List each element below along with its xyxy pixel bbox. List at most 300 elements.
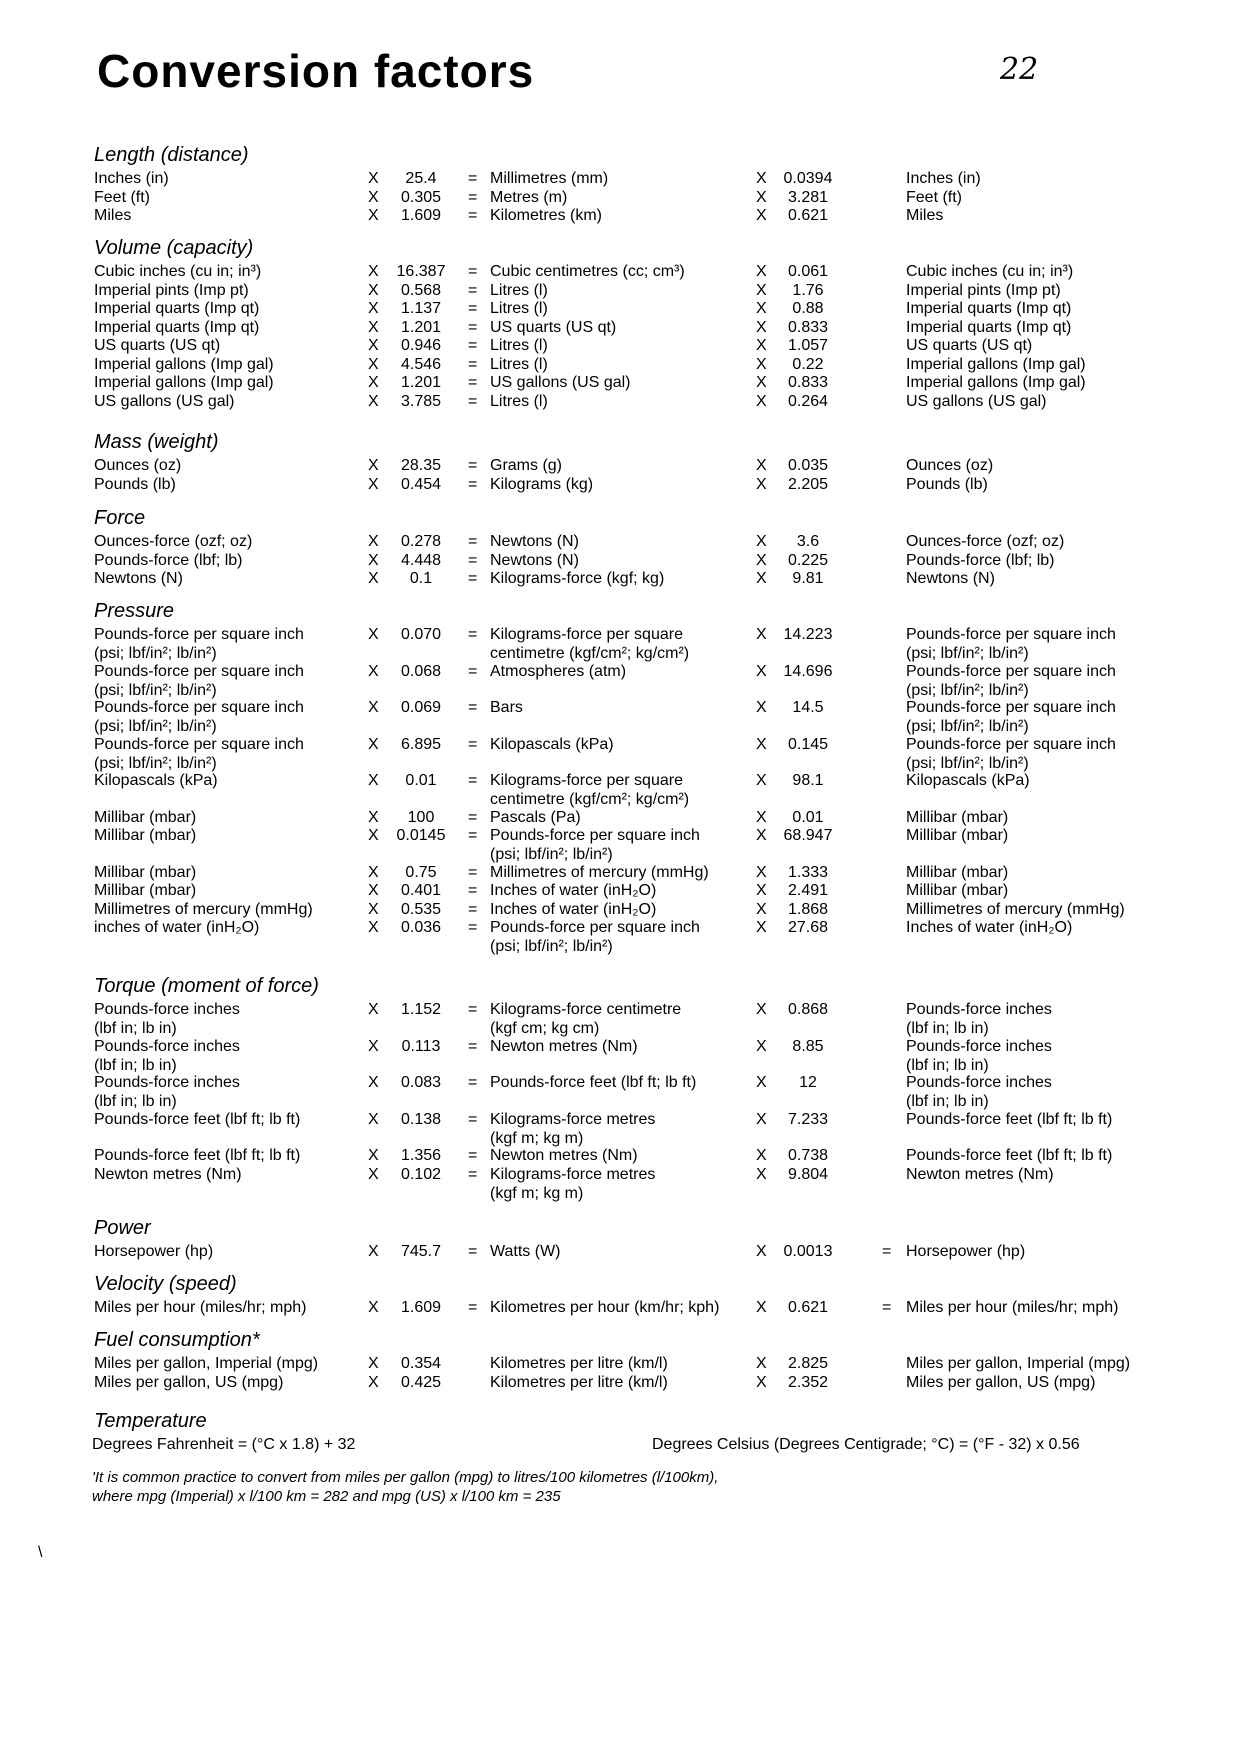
to-unit xyxy=(490,532,579,551)
back-unit-line: Feet (ft) xyxy=(906,188,963,206)
back-unit xyxy=(906,698,1116,736)
factor-value-line: 1.356 xyxy=(400,1147,442,1164)
inverse-factor-value xyxy=(772,188,844,207)
factor-value xyxy=(390,262,452,281)
inverse-factor-value-line: 98.1 xyxy=(792,772,824,789)
inverse-factor-value-line: 14.696 xyxy=(783,662,833,680)
inverse-factor-value-line: 7.233 xyxy=(787,1110,829,1128)
inverse-factor-value-line: 0.868 xyxy=(787,1001,829,1018)
inverse-factor-value-line: 0.738 xyxy=(787,1147,829,1164)
multiply-sign: X xyxy=(368,1001,379,1018)
from-unit-line-2: (psi; lbf/in²; lb/in²) xyxy=(94,681,217,699)
from-unit-line: Imperial gallons (Imp gal) xyxy=(94,355,274,373)
back-unit-line: Miles per gallon, Imperial (mpg) xyxy=(906,1355,1131,1372)
multiply-sign: X xyxy=(368,735,379,753)
inverse-factor-value xyxy=(772,1242,844,1261)
factor-value-line: 0.138 xyxy=(400,1110,442,1128)
section-title: Velocity (speed) xyxy=(94,1273,237,1295)
from-unit xyxy=(94,826,196,845)
factor-value xyxy=(390,336,452,355)
inverse-factor-value xyxy=(772,281,844,300)
back-unit-line: Millibar (mbar) xyxy=(906,882,1009,899)
from-unit xyxy=(94,625,304,663)
from-unit xyxy=(94,808,196,827)
back-unit-line-2: (psi; lbf/in²; lb/in²) xyxy=(906,681,1029,699)
to-unit-line: Millimetres (mm) xyxy=(490,170,609,187)
equals-sign: = xyxy=(468,1299,478,1316)
back-unit xyxy=(906,662,1116,700)
equals-sign: = xyxy=(468,337,478,354)
from-unit-line-2: (lbf in; lb in) xyxy=(94,1020,177,1037)
factor-value xyxy=(390,1110,452,1129)
factor-value-line: 0.083 xyxy=(400,1074,442,1091)
inverse-factor-value xyxy=(772,532,844,551)
multiply-sign: X xyxy=(756,1001,767,1018)
to-unit-line: Kilometres per litre (km/l) xyxy=(490,1355,668,1372)
inverse-factor-value xyxy=(772,1354,844,1373)
multiply-sign: X xyxy=(368,1074,379,1091)
from-unit-line: Pounds-force inches xyxy=(94,1037,240,1055)
back-unit xyxy=(906,475,988,494)
from-unit xyxy=(94,1037,240,1075)
back-unit xyxy=(906,900,1125,919)
from-unit xyxy=(94,735,304,773)
inverse-factor-value xyxy=(772,569,844,588)
back-unit-line-2: (lbf in; lb in) xyxy=(906,1056,989,1074)
to-unit xyxy=(490,373,631,392)
multiply-sign: X xyxy=(756,281,767,299)
inverse-factor-value-line: 1.057 xyxy=(787,337,829,354)
back-unit xyxy=(906,1354,1130,1373)
inverse-factor-value-line: 3.281 xyxy=(787,188,829,206)
multiply-sign: X xyxy=(756,1074,767,1091)
from-unit-line: Pounds-force per square inch xyxy=(94,699,304,716)
from-unit-line: Pounds-force per square inch xyxy=(94,662,304,680)
from-unit-line: Imperial pints (Imp pt) xyxy=(94,281,249,299)
multiply-sign: X xyxy=(368,1299,379,1316)
equals-sign: = xyxy=(468,188,478,206)
back-unit xyxy=(906,1373,1095,1392)
equals-sign: = xyxy=(468,827,478,844)
to-unit xyxy=(490,1037,638,1056)
back-unit-line: Pounds-force feet (lbf ft; lb ft) xyxy=(906,1110,1113,1128)
back-unit xyxy=(906,299,1071,318)
from-unit-line-2: (lbf in; lb in) xyxy=(94,1056,177,1074)
inverse-factor-value xyxy=(772,1000,844,1019)
to-unit-line: Pascals (Pa) xyxy=(490,808,581,826)
to-unit-line: Litres (l) xyxy=(490,281,548,299)
from-unit xyxy=(94,1373,283,1392)
inverse-factor-value xyxy=(772,262,844,281)
factor-value-line: 0.946 xyxy=(400,337,442,354)
inverse-factor-value xyxy=(772,918,844,937)
back-unit xyxy=(906,1110,1112,1129)
equals-sign: = xyxy=(468,735,478,753)
multiply-sign: X xyxy=(368,772,379,789)
from-unit xyxy=(94,900,313,919)
factor-value xyxy=(390,299,452,318)
equals-sign: = xyxy=(468,570,478,587)
to-unit xyxy=(490,569,664,588)
from-unit xyxy=(94,551,243,570)
equals-sign: = xyxy=(468,374,478,391)
factor-value-line: 0.036 xyxy=(400,919,442,936)
equals-sign: = xyxy=(468,808,478,826)
inverse-factor-value-line: 2.825 xyxy=(787,1355,829,1372)
inverse-factor-value-line: 9.81 xyxy=(792,570,824,587)
multiply-sign: X xyxy=(756,318,767,336)
from-unit xyxy=(94,206,131,225)
to-unit-line: Bars xyxy=(490,699,523,716)
back-unit xyxy=(906,1000,1052,1038)
inverse-factor-value-line: 0.833 xyxy=(787,374,829,391)
factor-value-line: 1.201 xyxy=(400,318,442,336)
to-unit-line: Newtons (N) xyxy=(490,551,579,569)
from-unit xyxy=(94,336,220,355)
from-unit-line: Inches (in) xyxy=(94,170,169,187)
to-unit xyxy=(490,1354,668,1373)
back-unit xyxy=(906,918,1072,937)
factor-value xyxy=(390,392,452,411)
from-unit-line-2: (psi; lbf/in²; lb/in²) xyxy=(94,645,217,662)
back-unit-line: Pounds-force inches xyxy=(906,1001,1052,1018)
to-unit-line: Watts (W) xyxy=(490,1243,561,1260)
back-unit xyxy=(906,281,1061,300)
back-unit xyxy=(906,1242,1025,1261)
equals-sign: = xyxy=(468,1037,478,1055)
factor-value-line: 0.113 xyxy=(401,1037,441,1055)
factor-value-line: 28.35 xyxy=(400,457,442,474)
to-unit xyxy=(490,281,548,300)
to-unit xyxy=(490,1242,561,1261)
to-unit xyxy=(490,475,593,494)
to-unit-line: Kilometres (km) xyxy=(490,207,603,224)
to-unit xyxy=(490,336,548,355)
back-unit xyxy=(906,808,1008,827)
inverse-factor-value-line: 0.88 xyxy=(792,300,824,317)
to-unit xyxy=(490,1110,655,1148)
factor-value-line: 0.354 xyxy=(400,1355,442,1372)
inverse-factor-value xyxy=(772,1373,844,1392)
multiply-sign: X xyxy=(368,882,379,899)
multiply-sign: X xyxy=(368,533,379,550)
equals-sign: = xyxy=(468,318,478,336)
factor-value xyxy=(390,475,452,494)
back-unit-line: Pounds-force inches xyxy=(906,1074,1052,1091)
factor-value xyxy=(390,918,452,937)
factor-value xyxy=(390,826,452,845)
section-title: Fuel consumption* xyxy=(94,1329,260,1351)
multiply-sign: X xyxy=(368,318,379,336)
inverse-factor-value-line: 0.035 xyxy=(787,457,829,474)
back-unit xyxy=(906,456,993,475)
back-unit-line: Ounces-force (ozf; oz) xyxy=(906,533,1065,550)
factor-value xyxy=(390,551,452,570)
factor-value xyxy=(390,900,452,919)
back-unit xyxy=(906,625,1116,663)
to-unit xyxy=(490,1373,668,1392)
multiply-sign: X xyxy=(756,475,767,493)
multiply-sign: X xyxy=(368,1110,379,1128)
back-unit xyxy=(906,1146,1112,1165)
multiply-sign: X xyxy=(756,863,767,881)
from-unit-line: Millibar (mbar) xyxy=(94,827,197,844)
inverse-factor-value xyxy=(772,881,844,900)
inverse-factor-value xyxy=(772,900,844,919)
factor-value-line: 0.01 xyxy=(405,772,437,789)
inverse-factor-value xyxy=(772,475,844,494)
multiply-sign: X xyxy=(368,1373,379,1391)
inverse-factor-value-line: 0.145 xyxy=(787,735,829,753)
inverse-factor-value-line: 9.804 xyxy=(787,1165,829,1183)
to-unit xyxy=(490,881,656,900)
multiply-sign: X xyxy=(756,355,767,373)
inverse-factor-value xyxy=(772,1073,844,1092)
to-unit xyxy=(490,625,689,663)
back-unit xyxy=(906,188,962,207)
to-unit-line: Inches of water (inH₂O) xyxy=(490,900,657,918)
to-unit xyxy=(490,918,700,956)
to-unit-line-2: (kgf m; kg m) xyxy=(490,1129,584,1147)
temperature-celsius: Degrees Celsius (Degrees Centigrade; °C) = (°F - 32) x 0.56 xyxy=(652,1436,1080,1453)
factor-value xyxy=(390,355,452,374)
multiply-sign: X xyxy=(368,827,379,844)
multiply-sign: X xyxy=(756,735,767,753)
factor-value-line: 0.535 xyxy=(400,900,442,918)
factor-value-line: 25.4 xyxy=(405,170,437,187)
multiply-sign: X xyxy=(756,570,767,587)
multiply-sign: X xyxy=(756,662,767,680)
to-unit-line: Kilograms-force per square xyxy=(490,772,683,789)
multiply-sign: X xyxy=(756,263,767,280)
equals-sign: = xyxy=(468,1074,478,1091)
back-unit-line: Miles per hour (miles/hr; mph) xyxy=(906,1299,1119,1316)
to-unit-line: Litres (l) xyxy=(490,355,548,373)
multiply-sign: X xyxy=(368,207,379,224)
page-title: Conversion factors xyxy=(97,45,535,97)
from-unit-line: Pounds-force per square inch xyxy=(94,735,304,753)
factor-value-line: 1.609 xyxy=(400,1299,442,1316)
from-unit-line: Imperial quarts (Imp qt) xyxy=(94,300,260,317)
back-unit xyxy=(906,169,981,188)
multiply-sign: X xyxy=(756,1355,767,1372)
to-unit-line: Kilometres per hour (km/hr; kph) xyxy=(490,1299,720,1316)
back-unit xyxy=(906,336,1032,355)
to-unit-line: US gallons (US gal) xyxy=(490,374,631,391)
to-unit-line: Inches of water (inH₂O) xyxy=(490,882,657,899)
from-unit-line: Pounds-force inches xyxy=(94,1074,240,1091)
factor-value-line: 0.1 xyxy=(409,570,433,587)
equals-sign-2 xyxy=(882,1242,891,1261)
equals-sign: = xyxy=(468,207,478,224)
factor-value-line: 0.0145 xyxy=(396,827,446,844)
inverse-factor-value xyxy=(772,1165,844,1184)
inverse-factor-value xyxy=(772,373,844,392)
multiply-sign: X xyxy=(368,300,379,317)
inverse-factor-value xyxy=(772,826,844,845)
factor-value xyxy=(390,1373,452,1392)
from-unit xyxy=(94,318,259,337)
equals-sign-2-line: = xyxy=(882,1299,892,1316)
back-unit xyxy=(906,569,995,588)
from-unit xyxy=(94,1298,307,1317)
from-unit xyxy=(94,373,274,392)
back-unit-line: Millibar (mbar) xyxy=(906,863,1009,881)
back-unit xyxy=(906,863,1008,882)
factor-value-line: 1.137 xyxy=(400,300,442,317)
section-title: Mass (weight) xyxy=(94,431,219,453)
multiply-sign: X xyxy=(756,919,767,936)
multiply-sign: X xyxy=(368,355,379,373)
multiply-sign: X xyxy=(368,626,379,643)
factor-value xyxy=(390,188,452,207)
multiply-sign: X xyxy=(368,863,379,881)
equals-sign: = xyxy=(468,475,478,493)
from-unit-line: Pounds-force feet (lbf ft; lb ft) xyxy=(94,1147,301,1164)
factor-value xyxy=(390,625,452,644)
inverse-factor-value-line: 2.205 xyxy=(787,475,829,493)
inverse-factor-value-line: 1.868 xyxy=(787,900,829,918)
to-unit-line: Atmospheres (atm) xyxy=(490,662,627,680)
back-unit xyxy=(906,318,1071,337)
equals-sign: = xyxy=(468,551,478,569)
multiply-sign: X xyxy=(756,300,767,317)
multiply-sign: X xyxy=(756,188,767,206)
to-unit xyxy=(490,771,689,809)
multiply-sign: X xyxy=(756,772,767,789)
inverse-factor-value xyxy=(772,392,844,411)
back-unit-line: Pounds-force feet (lbf ft; lb ft) xyxy=(906,1147,1113,1164)
from-unit xyxy=(94,1354,318,1373)
to-unit-line: Pounds-force feet (lbf ft; lb ft) xyxy=(490,1074,697,1091)
inverse-factor-value-line: 0.0013 xyxy=(783,1243,833,1260)
to-unit-line-2: centimetre (kgf/cm²; kg/cm²) xyxy=(490,791,690,808)
factor-value-line: 0.75 xyxy=(405,863,437,881)
from-unit xyxy=(94,355,274,374)
multiply-sign: X xyxy=(368,919,379,936)
from-unit-line: Millibar (mbar) xyxy=(94,882,197,899)
from-unit xyxy=(94,188,150,207)
equals-sign: = xyxy=(468,300,478,317)
inverse-factor-value xyxy=(772,1146,844,1165)
multiply-sign: X xyxy=(756,827,767,844)
from-unit-line: US gallons (US gal) xyxy=(94,392,235,410)
back-unit xyxy=(906,532,1064,551)
from-unit-line-2: (lbf in; lb in) xyxy=(94,1093,177,1110)
back-unit-line: Imperial quarts (Imp qt) xyxy=(906,318,1072,336)
equals-sign-2 xyxy=(882,1298,891,1317)
back-unit-line: Horsepower (hp) xyxy=(906,1243,1026,1260)
from-unit-line: Imperial quarts (Imp qt) xyxy=(94,318,260,336)
section-title-temperature: Temperature xyxy=(94,1410,207,1432)
multiply-sign: X xyxy=(368,392,379,410)
to-unit-line: Litres (l) xyxy=(490,392,548,410)
inverse-factor-value-line: 0.833 xyxy=(787,318,829,336)
from-unit-line: Pounds-force per square inch xyxy=(94,626,304,643)
equals-sign: = xyxy=(468,170,478,187)
to-unit-line: Millimetres of mercury (mmHg) xyxy=(490,863,709,881)
from-unit-line: US quarts (US qt) xyxy=(94,337,221,354)
from-unit-line: Millimetres of mercury (mmHg) xyxy=(94,900,313,918)
back-unit xyxy=(906,1165,1054,1184)
to-unit xyxy=(490,188,567,207)
multiply-sign: X xyxy=(368,1355,379,1372)
multiply-sign: X xyxy=(756,626,767,643)
multiply-sign: X xyxy=(368,570,379,587)
equals-sign: = xyxy=(468,1243,478,1260)
inverse-factor-value xyxy=(772,1037,844,1056)
inverse-factor-value-line: 2.352 xyxy=(787,1373,829,1391)
equals-sign: = xyxy=(468,1110,478,1128)
from-unit-line: Pounds (lb) xyxy=(94,475,176,493)
factor-value xyxy=(390,281,452,300)
factor-value xyxy=(390,532,452,551)
to-unit-line-2: (psi; lbf/in²; lb/in²) xyxy=(490,846,613,863)
multiply-sign: X xyxy=(368,662,379,680)
section-title: Force xyxy=(94,507,146,529)
from-unit-line: Horsepower (hp) xyxy=(94,1243,214,1260)
back-unit xyxy=(906,1298,1119,1317)
back-unit-line: Cubic inches (cu in; in³) xyxy=(906,263,1074,280)
factor-value-line: 0.305 xyxy=(400,188,442,206)
factor-value-line: 745.7 xyxy=(400,1243,442,1260)
back-unit-line-2: (psi; lbf/in²; lb/in²) xyxy=(906,718,1029,735)
back-unit-line: Millimetres of mercury (mmHg) xyxy=(906,900,1125,918)
multiply-sign: X xyxy=(756,900,767,918)
back-unit-line: Miles xyxy=(906,207,944,224)
to-unit-line: Kilograms-force centimetre xyxy=(490,1001,682,1018)
to-unit-line: Kilograms-force metres xyxy=(490,1110,656,1128)
footnote-line-1: 'It is common practice to convert from miles per gallon (mpg) to litres/100 kilometres (l/100km), xyxy=(92,1469,719,1486)
equals-sign: = xyxy=(468,882,478,899)
inverse-factor-value xyxy=(772,808,844,827)
inverse-factor-value xyxy=(772,456,844,475)
to-unit xyxy=(490,826,700,864)
from-unit-line: Millibar (mbar) xyxy=(94,808,197,826)
from-unit xyxy=(94,1242,213,1261)
inverse-factor-value-line: 8.85 xyxy=(792,1037,824,1055)
equals-sign: = xyxy=(468,1001,478,1018)
multiply-sign: X xyxy=(756,551,767,569)
inverse-factor-value xyxy=(772,169,844,188)
from-unit xyxy=(94,532,252,551)
from-unit xyxy=(94,881,196,900)
factor-value xyxy=(390,318,452,337)
from-unit xyxy=(94,392,235,411)
back-unit-line: Imperial quarts (Imp qt) xyxy=(906,300,1072,317)
back-unit xyxy=(906,735,1116,773)
factor-value-line: 1.609 xyxy=(400,207,442,224)
to-unit-line-2: (kgf m; kg m) xyxy=(490,1184,584,1202)
multiply-sign: X xyxy=(368,374,379,391)
factor-value xyxy=(390,735,452,754)
back-unit-line-2: (lbf in; lb in) xyxy=(906,1020,989,1037)
equals-sign: = xyxy=(468,1147,478,1164)
factor-value-line: 0.070 xyxy=(400,626,442,643)
back-unit-line: US gallons (US gal) xyxy=(906,392,1047,410)
to-unit xyxy=(490,392,548,411)
back-unit xyxy=(906,355,1086,374)
back-unit xyxy=(906,392,1047,411)
multiply-sign: X xyxy=(368,1147,379,1164)
multiply-sign: X xyxy=(368,337,379,354)
inverse-factor-value xyxy=(772,551,844,570)
back-unit-line: Imperial gallons (Imp gal) xyxy=(906,374,1086,391)
footnote xyxy=(92,1468,1092,1506)
inverse-factor-value-line: 3.6 xyxy=(796,533,820,550)
inverse-factor-value xyxy=(772,299,844,318)
back-unit-line-2: (psi; lbf/in²; lb/in²) xyxy=(906,754,1029,772)
